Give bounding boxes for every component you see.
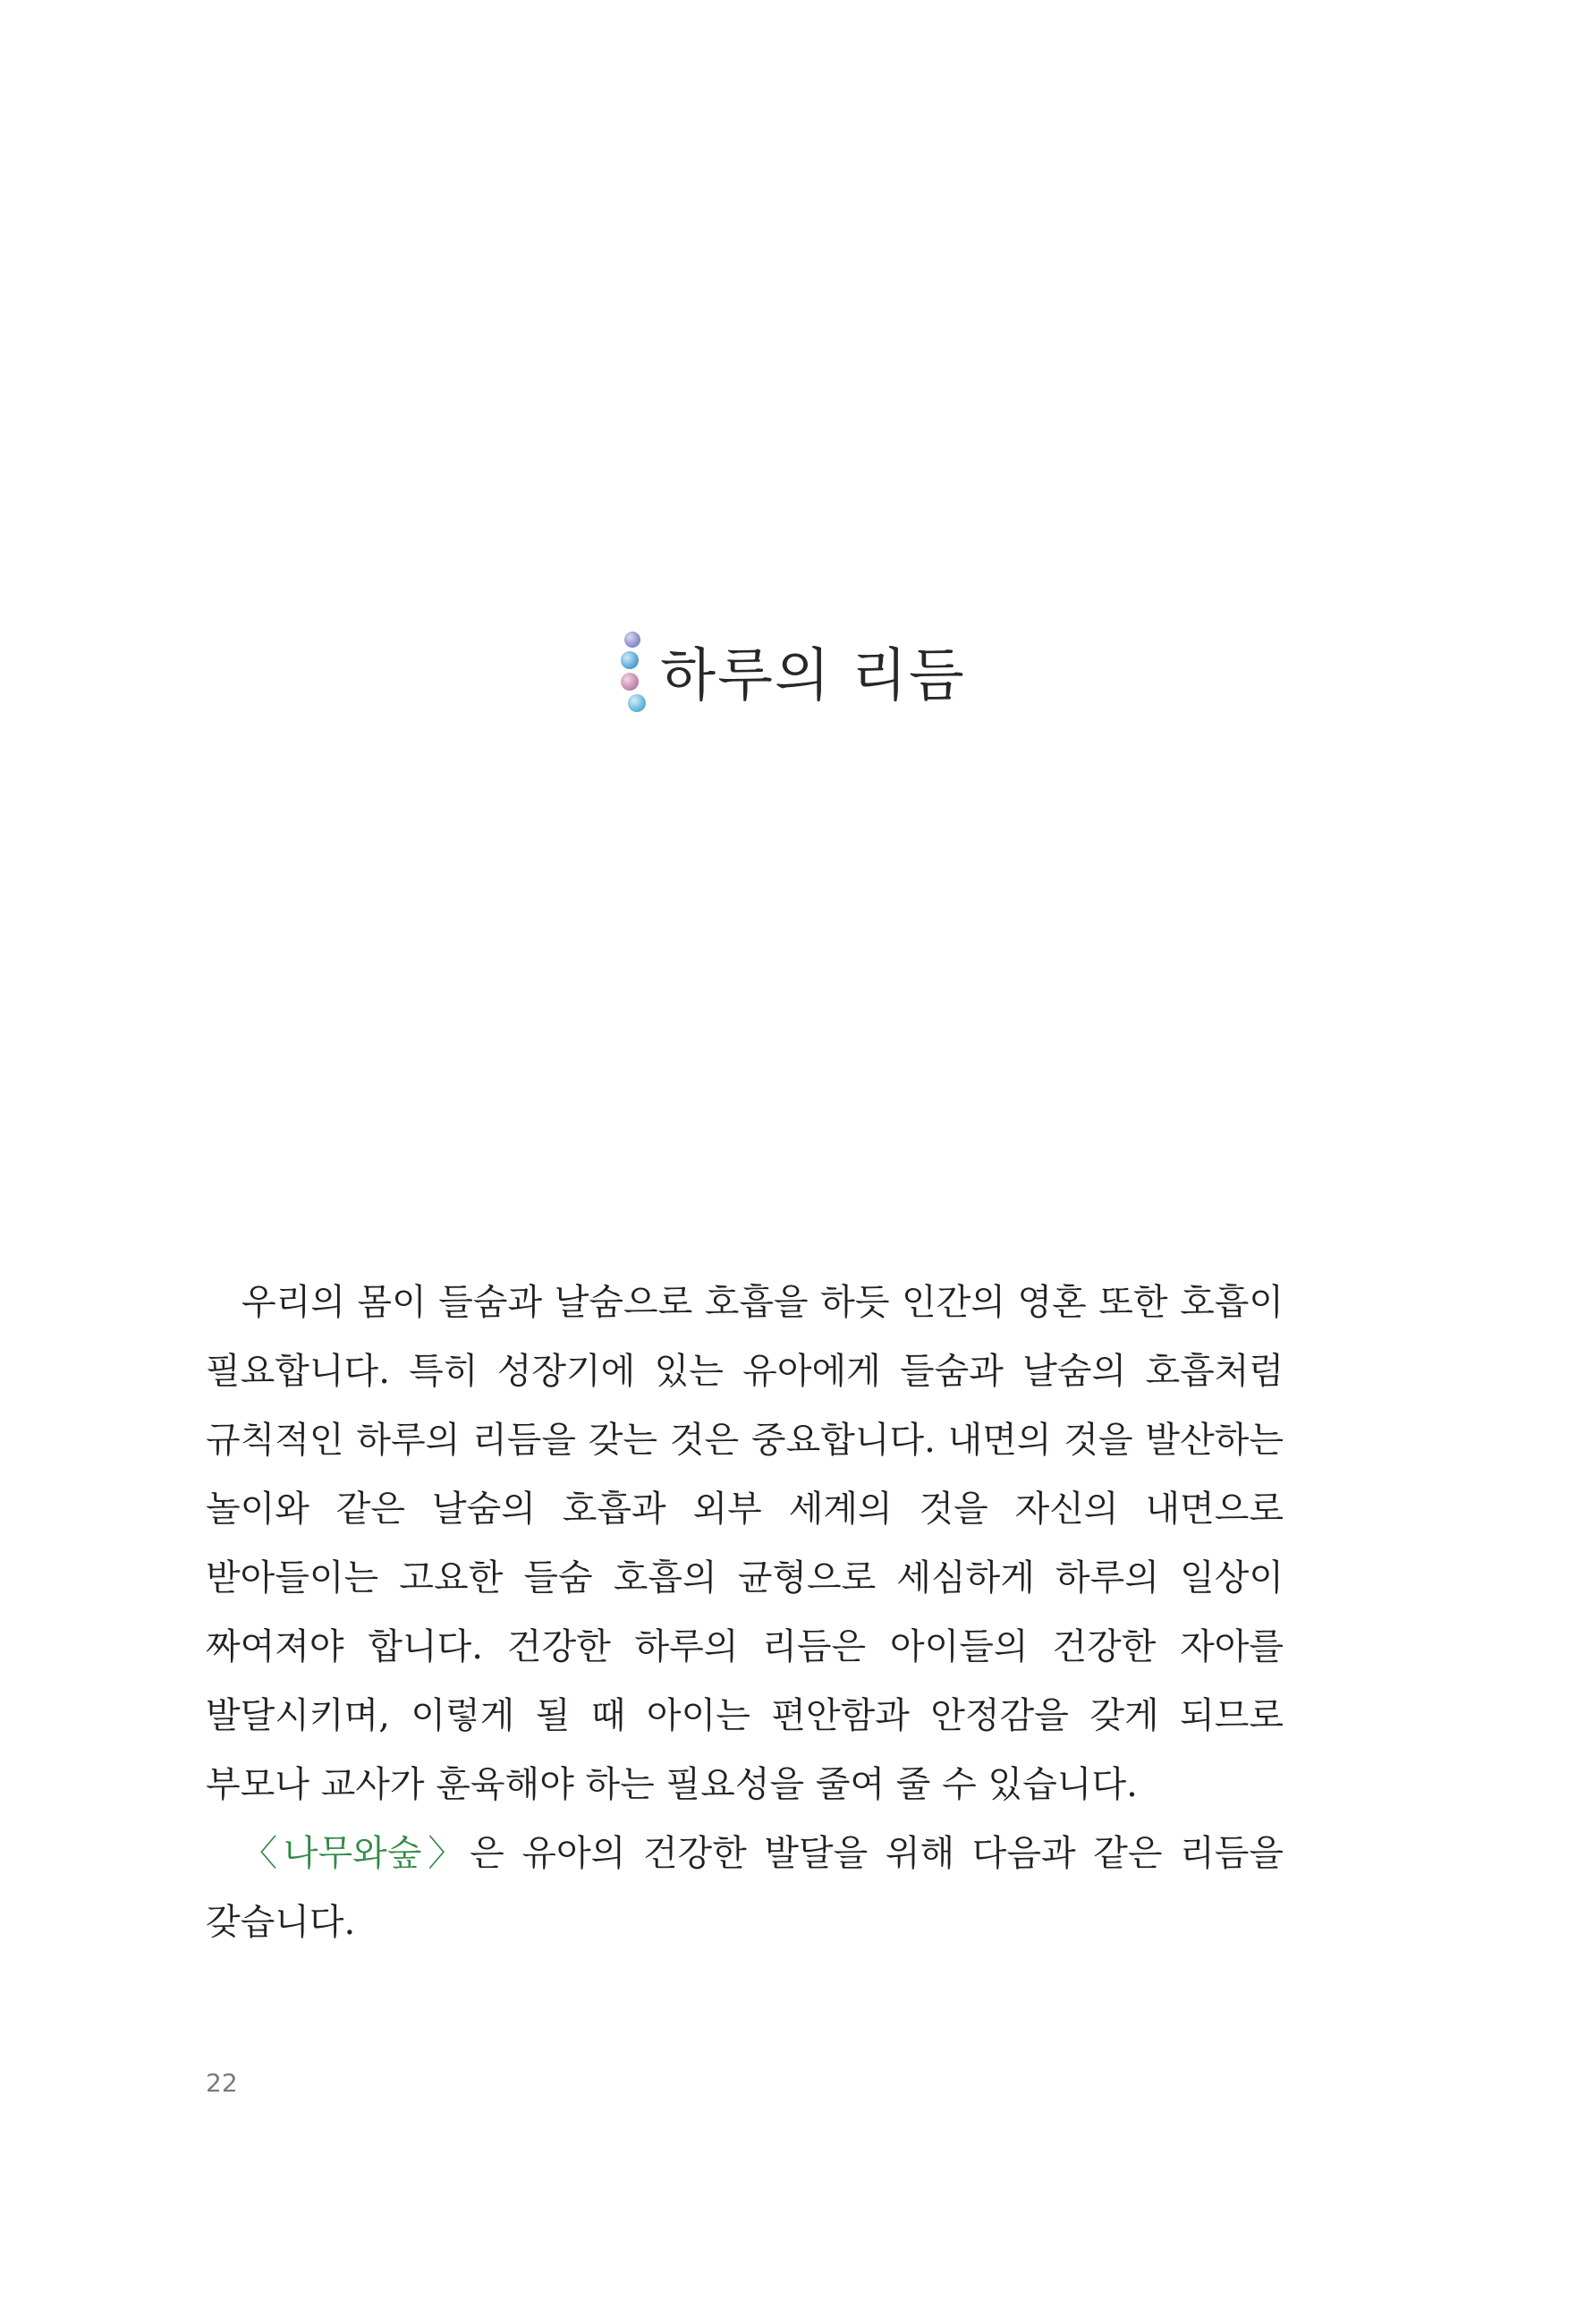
ornament-dot bbox=[624, 632, 640, 648]
chapter-title-block bbox=[0, 617, 1585, 725]
body-paragraph-2-text: 은 유아의 건강한 발달을 위해 다음과 같은 리듬을 갖습니다. bbox=[206, 1833, 1284, 1943]
body-paragraph-1: 우리의 몸이 들숨과 날숨으로 호흡을 하듯 인간의 영혼 또한 호흡이 필요합니다. 특히 성장기에 있는 유아에게 들숨과 날숨의 호흡처럼 규칙적인 하루의 리듬을 갖는 것은 중요합니다. 내면의 것을 발산하는 놀이와 같은 날숨의 호흡과 외부 세계의 것을 자신의 내면으로 받아들이는 고요한 들숨 호흡의 균형으로 세심하게 하루의 일상이 짜여져야 합니다. 건강한 하루의 리듬은 아이들의 건강한 자아를 발달시키며, 이렇게 될 때 아이는 편안함과 안정감을 갖게 되므로 부모나 교사가 훈육해야 하는 필요성을 줄여 줄 수 있습니다. bbox=[206, 1282, 1284, 1805]
body-paragraph-2 bbox=[206, 1819, 1284, 1957]
page-number: 22 bbox=[206, 2068, 238, 2098]
brand-name: 〈나무와숲〉 bbox=[242, 1833, 470, 1874]
ornament-dot bbox=[621, 651, 639, 669]
ornament-dot bbox=[628, 694, 646, 712]
four-dots-ornament-icon bbox=[619, 626, 651, 716]
chapter-title: 하루의 리듬 bbox=[660, 643, 966, 709]
ornament-dot bbox=[621, 673, 639, 691]
body-text bbox=[206, 1268, 1284, 1957]
